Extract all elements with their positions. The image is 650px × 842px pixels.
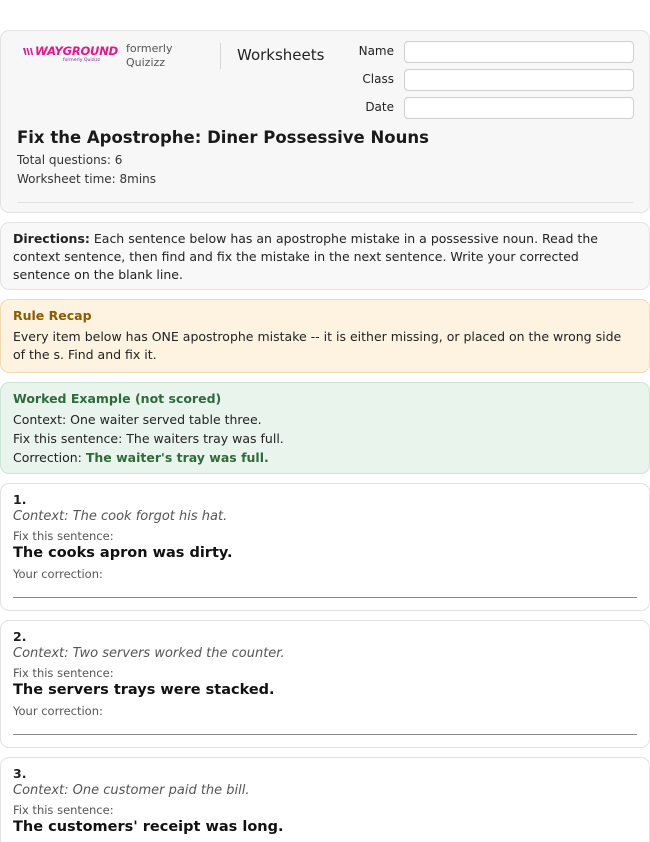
rule-recap-box bbox=[0, 299, 650, 373]
header-rule bbox=[17, 202, 633, 203]
rule-recap-text: Every item below has ONE apostrophe mistake -- it is either missing, or placed on the wrong side of the s. Find and fix it. bbox=[13, 329, 622, 362]
correction-label: Your correction: bbox=[13, 567, 103, 581]
question-card bbox=[0, 757, 650, 842]
question-card bbox=[0, 620, 650, 748]
class-label: Class bbox=[362, 72, 394, 86]
directions-box bbox=[0, 222, 650, 290]
question-context: Context: The cook forgot his hat. bbox=[13, 509, 228, 524]
header-divider bbox=[220, 43, 221, 69]
worksheets-label: Worksheets bbox=[237, 46, 325, 64]
wayground-logo bbox=[23, 44, 118, 63]
worked-example-title: Worked Example (not scored) bbox=[13, 391, 222, 406]
worked-example-context: Context: One waiter served table three. bbox=[13, 412, 262, 427]
answer-line[interactable] bbox=[13, 597, 637, 598]
logo-mark-icon bbox=[23, 47, 34, 56]
logo-wordmark: WAYGROUND bbox=[23, 44, 113, 58]
class-field[interactable] bbox=[404, 69, 634, 91]
question-context: Context: Two servers worked the counter. bbox=[13, 646, 285, 661]
question-context: Context: One customer paid the bill. bbox=[13, 783, 250, 798]
date-label: Date bbox=[365, 100, 394, 114]
question-sentence: The servers trays were stacked. bbox=[13, 682, 275, 698]
rule-recap-title: Rule Recap bbox=[13, 308, 92, 323]
question-number: 3. bbox=[13, 766, 27, 781]
worksheet-header bbox=[0, 30, 650, 213]
directions-text: Directions: Each sentence below has an apostrophe mistake in a possessive noun. Read the context sentence, then find and fix the mistake in the next sentence. Write your corrected sentence on the blank line. bbox=[13, 231, 598, 282]
name-field[interactable] bbox=[404, 41, 634, 63]
logo-subtext: formerly Quizizz bbox=[63, 58, 101, 63]
date-field[interactable] bbox=[404, 97, 634, 119]
question-number: 2. bbox=[13, 629, 27, 644]
worked-example-box bbox=[0, 382, 650, 474]
worksheet-title: Fix the Apostrophe: Diner Possessive Nouns bbox=[17, 128, 429, 147]
question-sentence: The customers' receipt was long. bbox=[13, 819, 284, 835]
fix-label: Fix this sentence: bbox=[13, 529, 114, 543]
fix-label: Fix this sentence: bbox=[13, 803, 114, 817]
question-card bbox=[0, 483, 650, 611]
question-number: 1. bbox=[13, 492, 27, 507]
worked-example-correction: Correction: The waiter's tray was full. bbox=[13, 450, 269, 465]
fix-label: Fix this sentence: bbox=[13, 666, 114, 680]
total-questions: Total questions: 6 bbox=[17, 153, 123, 167]
question-sentence: The cooks apron was dirty. bbox=[13, 545, 233, 561]
formerly-quizizz-label: formerly Quizizz bbox=[126, 42, 173, 69]
name-label: Name bbox=[358, 44, 394, 58]
correction-label: Your correction: bbox=[13, 704, 103, 718]
worked-example-fix: Fix this sentence: The waiters tray was full. bbox=[13, 431, 284, 446]
answer-line[interactable] bbox=[13, 734, 637, 735]
worksheet-time: Worksheet time: 8mins bbox=[17, 172, 157, 186]
